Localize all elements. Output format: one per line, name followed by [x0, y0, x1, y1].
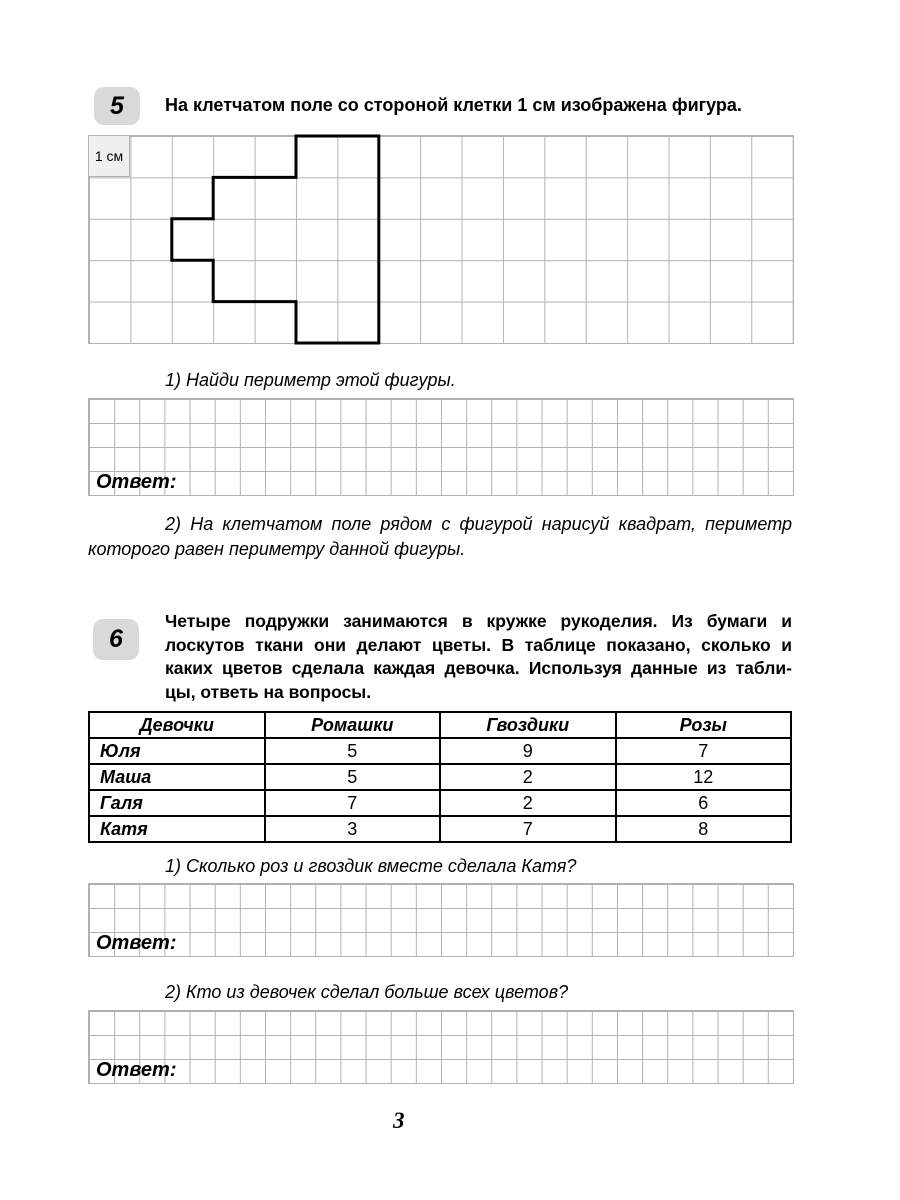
table-row: [89, 738, 791, 764]
roses-count: 7: [616, 738, 792, 764]
problem-5-question-1: 1) Найди периметр этой фигуры.: [165, 370, 456, 390]
carnations-count: 9: [440, 738, 616, 764]
roses-count: 12: [616, 764, 792, 790]
table-header-girls: Девочки: [89, 712, 265, 738]
problem-5-number-badge: [94, 87, 140, 125]
carnations-count: 2: [440, 790, 616, 816]
problem-5-number: 5: [110, 91, 124, 120]
table-row: [89, 816, 791, 842]
daisies-count: 3: [265, 816, 441, 842]
roses-count: 6: [616, 790, 792, 816]
daisies-count: 5: [265, 764, 441, 790]
flowers-table: [88, 711, 792, 843]
problem-6-question-1: 1) Сколько роз и гвоздик вместе сделала Катя?: [165, 856, 577, 876]
problem-6-answer-grid-1: [88, 883, 794, 957]
girl-name: Юля: [89, 738, 265, 764]
figure-svg: [89, 136, 793, 343]
page-number: 3: [393, 1108, 405, 1133]
problem-5-question-2: [88, 512, 792, 562]
problem-5-title: На клетчатом поле со стороной клетки 1 см изображена фигура.: [165, 95, 742, 115]
table-row: [89, 790, 791, 816]
table-header-carnations: Гвоздики: [440, 712, 616, 738]
problem-6-statement-line-3: каких цветов сделала каждая девочка. Используя данные из табли-: [165, 658, 792, 678]
daisies-count: 7: [265, 790, 441, 816]
answer-label: Ответ:: [96, 471, 177, 493]
table-row: [89, 764, 791, 790]
answer-label: Ответ:: [96, 932, 177, 954]
problem-5-question-2-line-2: которого равен периметру данной фигуры.: [88, 539, 466, 559]
problem-6-answer-grid-2: [88, 1010, 794, 1084]
roses-count: 8: [616, 816, 792, 842]
girl-name: Маша: [89, 764, 265, 790]
cm-grid: [88, 135, 794, 344]
problem-5-answer-grid: [88, 398, 794, 496]
carnations-count: 7: [440, 816, 616, 842]
girl-name: Катя: [89, 816, 265, 842]
girl-name: Галя: [89, 790, 265, 816]
problem-6-number-badge: [93, 619, 139, 660]
problem-5-question-2-line-1: 2) На клетчатом поле рядом с фигурой нарисуй квадрат, периметр: [165, 514, 792, 534]
problem-6-statement-line-1: Четыре подружки занимаются в кружке рукоделия. Из бумаги и: [165, 611, 792, 631]
table-header-row: [89, 712, 791, 738]
problem-6-statement: [165, 610, 792, 704]
unit-label: 1 см: [94, 148, 124, 164]
figure-outline: [172, 136, 379, 343]
table-header-daisies: Ромашки: [265, 712, 441, 738]
carnations-count: 2: [440, 764, 616, 790]
problem-6-statement-line-4: цы, ответь на вопросы.: [165, 681, 372, 702]
problem-6-number: 6: [109, 625, 123, 653]
answer-label: Ответ:: [96, 1059, 177, 1081]
problem-6-statement-line-2: лоскутов ткани они делают цветы. В таблице показано, сколько и: [165, 634, 792, 655]
table-header-roses: Розы: [616, 712, 792, 738]
problem-6-question-2: 2) Кто из девочек сделал больше всех цветов?: [165, 982, 569, 1002]
daisies-count: 5: [265, 738, 441, 764]
